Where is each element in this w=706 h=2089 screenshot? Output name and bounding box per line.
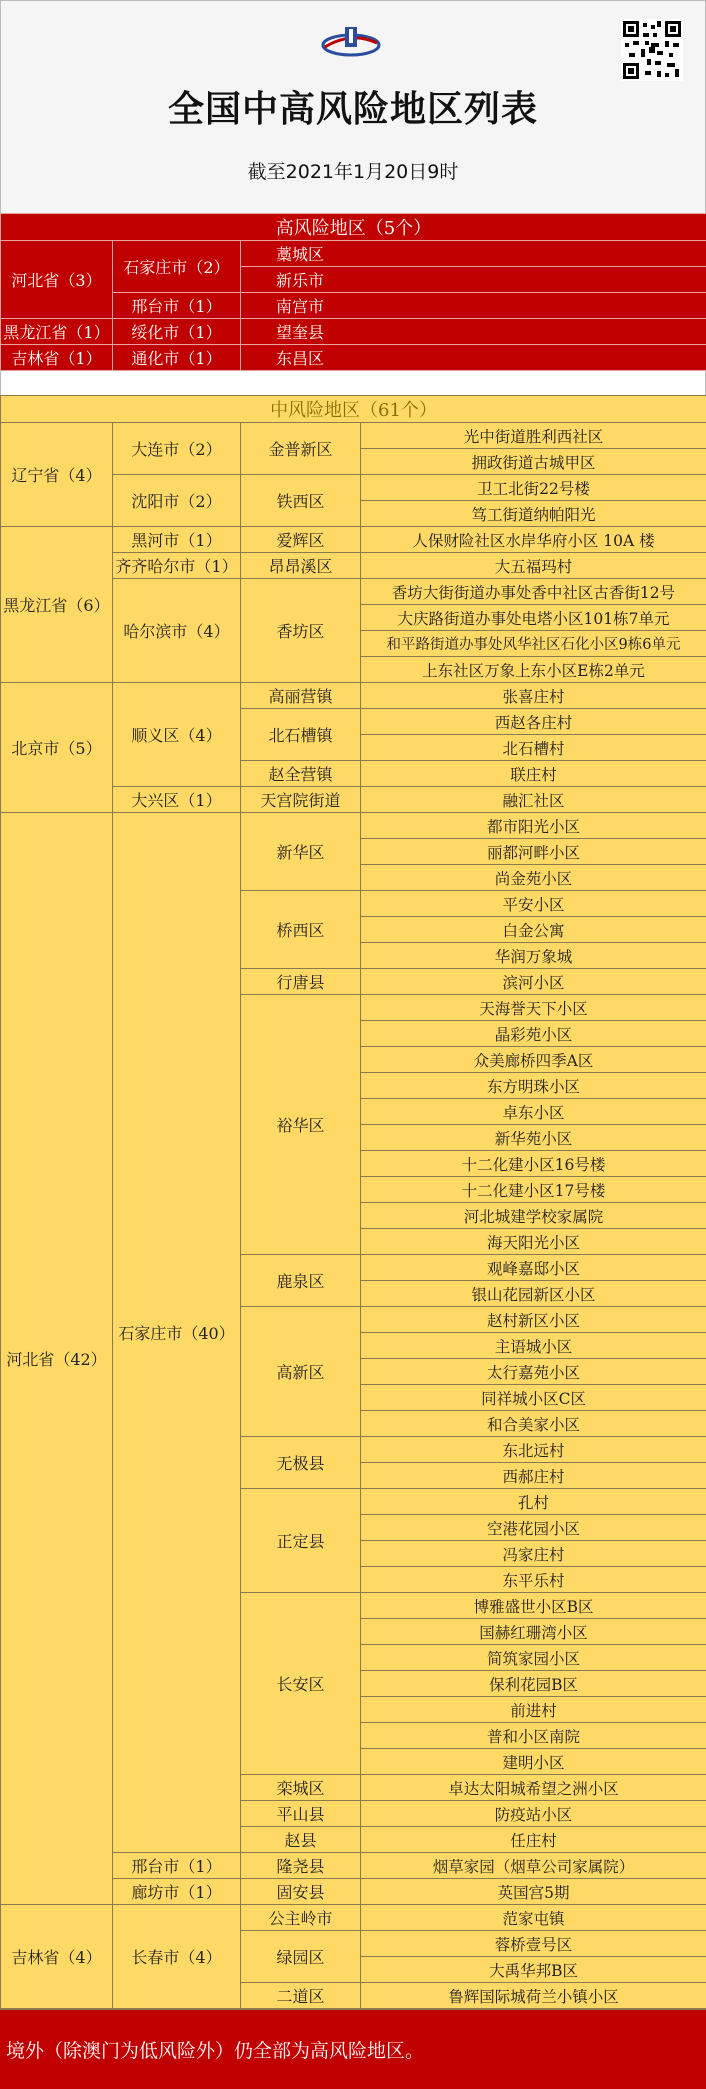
location-cell: 大五福玛村 <box>361 553 706 579</box>
location-cell: 新华苑小区 <box>361 1125 706 1151</box>
district-cell: 平山县 <box>241 1801 361 1827</box>
city-cell: 石家庄市（40） <box>113 813 241 1853</box>
location-cell: 孔村 <box>361 1489 706 1515</box>
city-cell: 大兴区（1） <box>113 787 241 813</box>
location-cell: 范家屯镇 <box>361 1905 706 1931</box>
location-cell: 保利花园B区 <box>361 1671 706 1697</box>
district-cell: 金普新区 <box>241 423 361 475</box>
city-cell: 长春市（4） <box>113 1905 241 2009</box>
location-cell: 蓉桥壹号区 <box>361 1931 706 1957</box>
medium-risk-title-row <box>1 396 706 423</box>
location-cell: 河北城建学校家属院 <box>361 1203 706 1229</box>
district-cell: 高丽营镇 <box>241 683 361 709</box>
table-row <box>1 241 706 267</box>
city-cell: 黑河市（1） <box>113 527 241 553</box>
location-cell: 联庄村 <box>361 761 706 787</box>
city-cell: 石家庄市（2） <box>113 241 241 293</box>
location-cell: 西郝庄村 <box>361 1463 706 1489</box>
page-header <box>0 0 706 213</box>
district-cell: 裕华区 <box>241 995 361 1255</box>
province-cell: 黑龙江省（1） <box>1 319 113 345</box>
medium-risk-title: 中风险地区（61个） <box>1 396 706 423</box>
district-cell: 新华区 <box>241 813 361 891</box>
district-cell: 天宫院街道 <box>241 787 361 813</box>
city-cell: 绥化市（1） <box>113 319 241 345</box>
district-cell: 正定县 <box>241 1489 361 1593</box>
area-cell: 望奎县 <box>241 319 706 345</box>
district-cell: 行唐县 <box>241 969 361 995</box>
table-row <box>1 319 706 345</box>
location-cell: 拥政街道古城甲区 <box>361 449 706 475</box>
location-cell: 人保财险社区水岸华府小区 10A 楼 <box>361 527 706 553</box>
location-cell: 笃工街道纳帕阳光 <box>361 501 706 527</box>
location-cell: 上东社区万象上东小区E栋2单元 <box>361 657 706 683</box>
location-cell: 香坊大街街道办事处香中社区古香街12号 <box>361 579 706 605</box>
province-cell: 北京市（5） <box>1 683 113 813</box>
city-cell: 沈阳市（2） <box>113 475 241 527</box>
province-cell: 河北省（42） <box>1 813 113 1905</box>
location-cell: 西赵各庄村 <box>361 709 706 735</box>
district-cell: 昂昂溪区 <box>241 553 361 579</box>
location-cell: 鲁辉国际城荷兰小镇小区 <box>361 1983 706 2009</box>
location-cell: 滨河小区 <box>361 969 706 995</box>
location-cell: 银山花园新区小区 <box>361 1281 706 1307</box>
location-cell: 卫工北街22号楼 <box>361 475 706 501</box>
location-cell: 尚金苑小区 <box>361 865 706 891</box>
table-row <box>1 683 706 709</box>
location-cell: 张喜庄村 <box>361 683 706 709</box>
district-cell: 隆尧县 <box>241 1853 361 1879</box>
city-cell: 邢台市（1） <box>113 1853 241 1879</box>
medium-risk-table <box>0 395 706 2009</box>
city-cell: 大连市（2） <box>113 423 241 475</box>
district-cell: 爱辉区 <box>241 527 361 553</box>
location-cell: 都市阳光小区 <box>361 813 706 839</box>
location-cell: 白金公寓 <box>361 917 706 943</box>
district-cell: 香坊区 <box>241 579 361 683</box>
table-row <box>1 527 706 553</box>
district-cell: 赵县 <box>241 1827 361 1853</box>
location-cell: 光中街道胜利西社区 <box>361 423 706 449</box>
city-cell: 廊坊市（1） <box>113 1879 241 1905</box>
location-cell: 北石槽村 <box>361 735 706 761</box>
city-cell: 顺义区（4） <box>113 683 241 787</box>
location-cell: 冯家庄村 <box>361 1541 706 1567</box>
city-cell: 齐齐哈尔市（1） <box>113 553 241 579</box>
location-cell: 华润万象城 <box>361 943 706 969</box>
qr-code-icon <box>621 19 683 81</box>
location-cell: 观峰嘉邸小区 <box>361 1255 706 1281</box>
location-cell: 空港花园小区 <box>361 1515 706 1541</box>
cdc-logo-icon <box>319 25 383 59</box>
location-cell: 赵村新区小区 <box>361 1307 706 1333</box>
location-cell: 烟草家园（烟草公司家属院） <box>361 1853 706 1879</box>
district-cell: 二道区 <box>241 1983 361 2009</box>
area-cell: 新乐市 <box>241 267 706 293</box>
table-row <box>1 1905 706 1931</box>
province-cell: 黑龙江省（6） <box>1 527 113 683</box>
location-cell: 东平乐村 <box>361 1567 706 1593</box>
location-cell: 十二化建小区16号楼 <box>361 1151 706 1177</box>
location-cell: 众美廊桥四季A区 <box>361 1047 706 1073</box>
province-cell: 河北省（3） <box>1 241 113 319</box>
high-risk-table <box>0 213 706 371</box>
page-subtitle: 截至2021年1月20日9时 <box>1 157 705 184</box>
location-cell: 任庄村 <box>361 1827 706 1853</box>
location-cell: 东北远村 <box>361 1437 706 1463</box>
high-risk-title-row <box>1 214 706 241</box>
high-risk-title: 高风险地区（5个） <box>1 214 706 241</box>
city-cell: 通化市（1） <box>113 345 241 371</box>
location-cell: 和合美家小区 <box>361 1411 706 1437</box>
table-row <box>1 423 706 449</box>
location-cell: 简筑家园小区 <box>361 1645 706 1671</box>
location-cell: 太行嘉苑小区 <box>361 1359 706 1385</box>
table-spacer <box>0 371 706 395</box>
location-cell: 晶彩苑小区 <box>361 1021 706 1047</box>
location-cell: 卓东小区 <box>361 1099 706 1125</box>
location-cell: 普和小区南院 <box>361 1723 706 1749</box>
location-cell: 卓达太阳城希望之洲小区 <box>361 1775 706 1801</box>
district-cell: 北石槽镇 <box>241 709 361 761</box>
area-cell: 南宫市 <box>241 293 706 319</box>
page-title: 全国中高风险地区列表 <box>1 81 705 132</box>
area-cell: 藁城区 <box>241 241 706 267</box>
district-cell: 栾城区 <box>241 1775 361 1801</box>
location-cell: 防疫站小区 <box>361 1801 706 1827</box>
location-cell: 平安小区 <box>361 891 706 917</box>
location-cell: 大禹华邦B区 <box>361 1957 706 1983</box>
location-cell: 海天阳光小区 <box>361 1229 706 1255</box>
table-row <box>1 345 706 371</box>
location-cell: 东方明珠小区 <box>361 1073 706 1099</box>
district-cell: 高新区 <box>241 1307 361 1437</box>
district-cell: 铁西区 <box>241 475 361 527</box>
footer-note: 境外（除澳门为低风险外）仍全部为高风险地区。 <box>0 2009 706 2089</box>
location-cell: 大庆路街道办事处电塔小区101栋7单元 <box>361 605 706 631</box>
province-cell: 吉林省（4） <box>1 1905 113 2009</box>
area-cell: 东昌区 <box>241 345 706 371</box>
city-cell: 邢台市（1） <box>113 293 241 319</box>
location-cell: 同祥城小区C区 <box>361 1385 706 1411</box>
location-cell: 丽都河畔小区 <box>361 839 706 865</box>
province-cell: 吉林省（1） <box>1 345 113 371</box>
province-cell: 辽宁省（4） <box>1 423 113 527</box>
location-cell: 建明小区 <box>361 1749 706 1775</box>
table-row <box>1 813 706 839</box>
location-cell: 国赫红珊湾小区 <box>361 1619 706 1645</box>
location-cell: 博雅盛世小区B区 <box>361 1593 706 1619</box>
location-cell: 十二化建小区17号楼 <box>361 1177 706 1203</box>
district-cell: 公主岭市 <box>241 1905 361 1931</box>
location-cell: 主语城小区 <box>361 1333 706 1359</box>
location-cell: 和平路街道办事处风华社区石化小区9栋6单元 <box>361 631 706 657</box>
location-cell: 天海誉天下小区 <box>361 995 706 1021</box>
district-cell: 长安区 <box>241 1593 361 1775</box>
district-cell: 桥西区 <box>241 891 361 969</box>
district-cell: 鹿泉区 <box>241 1255 361 1307</box>
city-cell: 哈尔滨市（4） <box>113 579 241 683</box>
district-cell: 赵全营镇 <box>241 761 361 787</box>
district-cell: 固安县 <box>241 1879 361 1905</box>
location-cell: 前进村 <box>361 1697 706 1723</box>
district-cell: 绿园区 <box>241 1931 361 1983</box>
location-cell: 融汇社区 <box>361 787 706 813</box>
district-cell: 无极县 <box>241 1437 361 1489</box>
location-cell: 英国宫5期 <box>361 1879 706 1905</box>
